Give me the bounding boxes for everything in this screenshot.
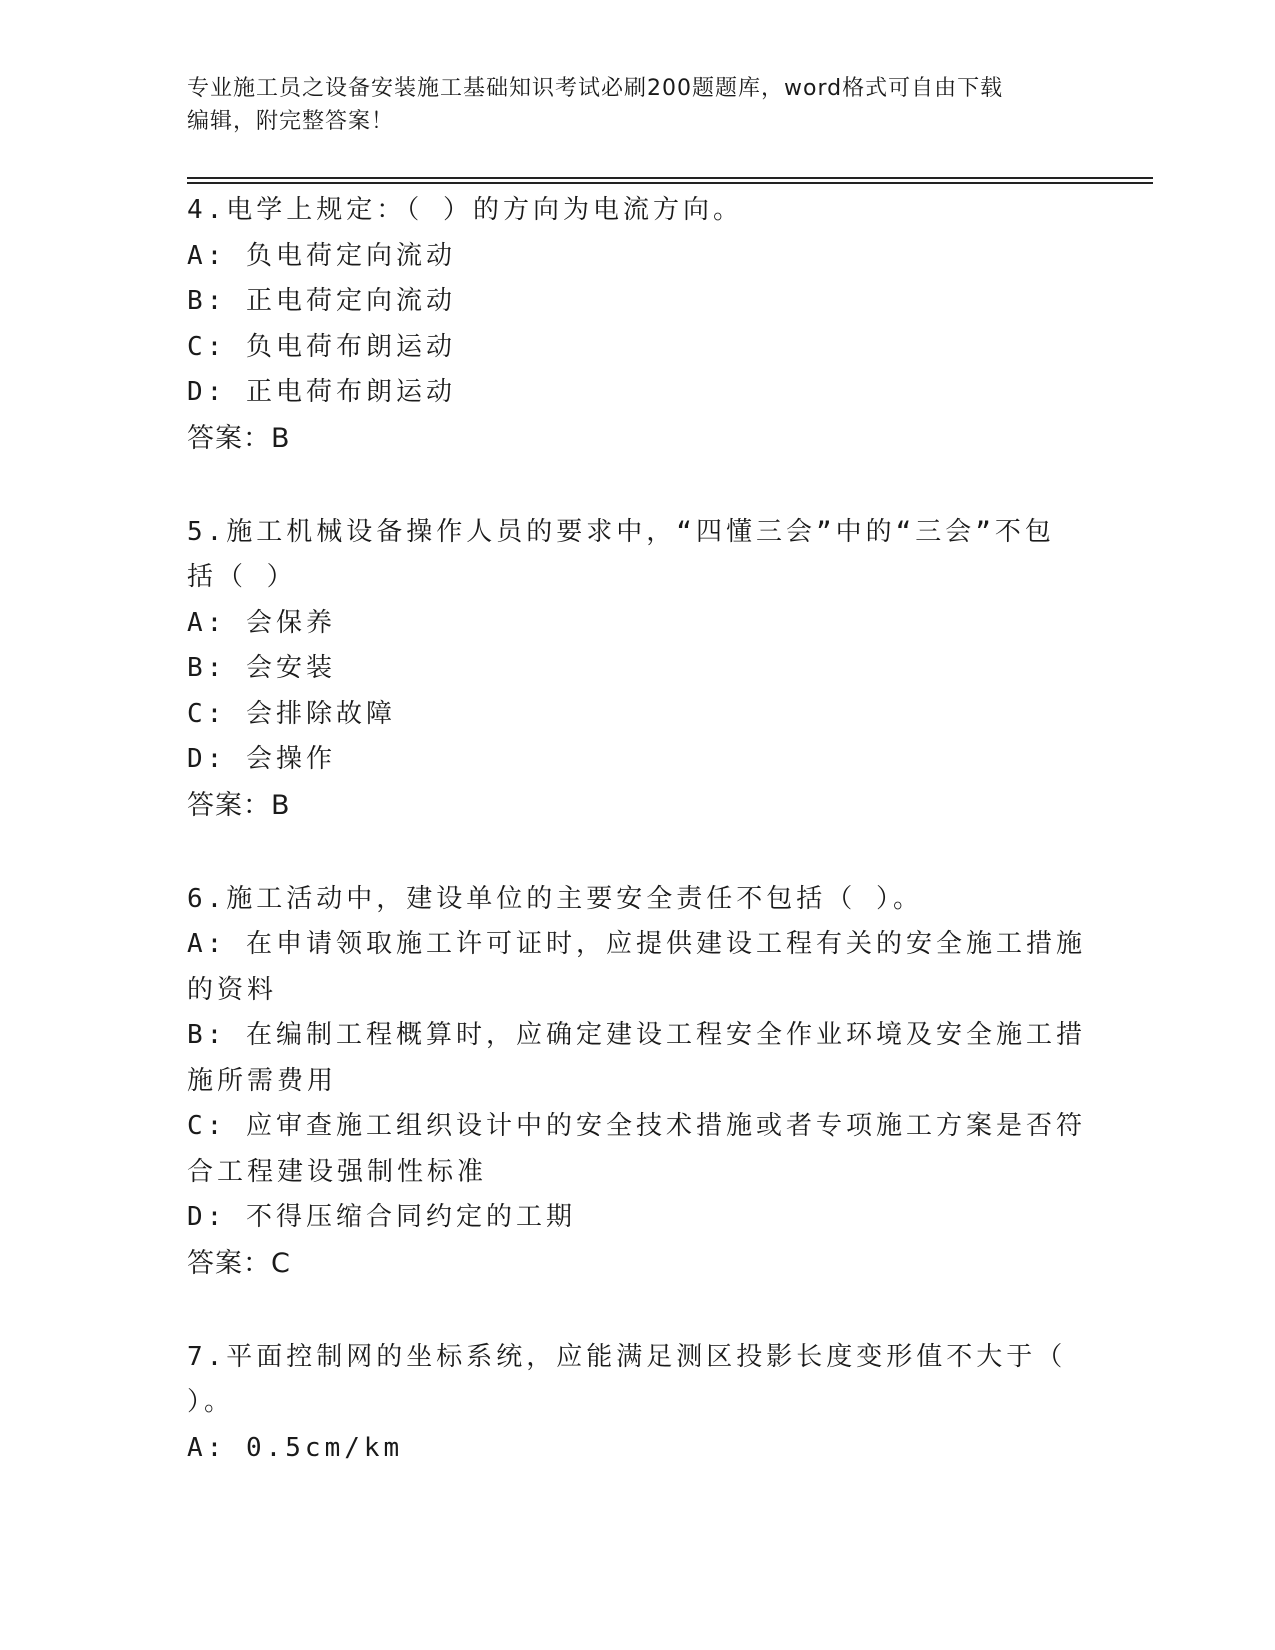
answer: 答案：C: [187, 1247, 291, 1279]
option-c: C: 负电荷布朗运动: [187, 331, 456, 362]
option-c: C: 应审查施工组织设计中的安全技术措施或者专项施工方案是否符合工程建设强制性标准: [187, 1111, 1086, 1187]
question-4: [187, 188, 1087, 462]
option-d: D: 不得压缩合同约定的工期: [187, 1202, 576, 1232]
header-line-1: 专业施工员之设备安装施工基础知识考试必刷200题题库，word格式可自由下载: [187, 76, 1004, 101]
answer: 答案：B: [187, 789, 291, 821]
question-text: 4.电学上规定：（ ）的方向为电流方向。: [187, 195, 743, 225]
question-text: 6.施工活动中，建设单位的主要安全责任不包括（ ）。: [187, 883, 923, 914]
option-d: D: 会操作: [187, 744, 336, 774]
option-a: A: 负电荷定向流动: [187, 240, 456, 271]
option-d: D: 正电荷布朗运动: [187, 377, 456, 407]
question-list: [187, 188, 1087, 1519]
question-5: [187, 510, 1087, 829]
question-7: [187, 1335, 1087, 1472]
option-c: C: 会排除故障: [187, 698, 396, 729]
question-6: [187, 877, 1087, 1287]
option-b: B: 在编制工程概算时，应确定建设工程安全作业环境及安全施工措施所需费用: [187, 1020, 1086, 1096]
option-b: B: 会安装: [187, 653, 336, 683]
answer: 答案：B: [187, 422, 291, 454]
question-text: 5.施工机械设备操作人员的要求中，“四懂三会”中的“三会”不包括（ ）: [187, 516, 1055, 592]
header-line-2: 编辑，附完整答案！: [187, 109, 395, 134]
option-a: A: 0.5cm/km: [187, 1432, 404, 1463]
question-text: 7.平面控制网的坐标系统，应能满足测区投影长度变形值不大于（ ）。: [187, 1341, 1067, 1417]
document-header: [187, 72, 1077, 138]
header-divider-bottom: [187, 182, 1153, 184]
option-b: B: 正电荷定向流动: [187, 286, 456, 316]
header-divider-top: [187, 177, 1153, 179]
option-a: A: 在申请领取施工许可证时，应提供建设工程有关的安全施工措施的资料: [187, 929, 1086, 1005]
option-a: A: 会保养: [187, 607, 336, 638]
